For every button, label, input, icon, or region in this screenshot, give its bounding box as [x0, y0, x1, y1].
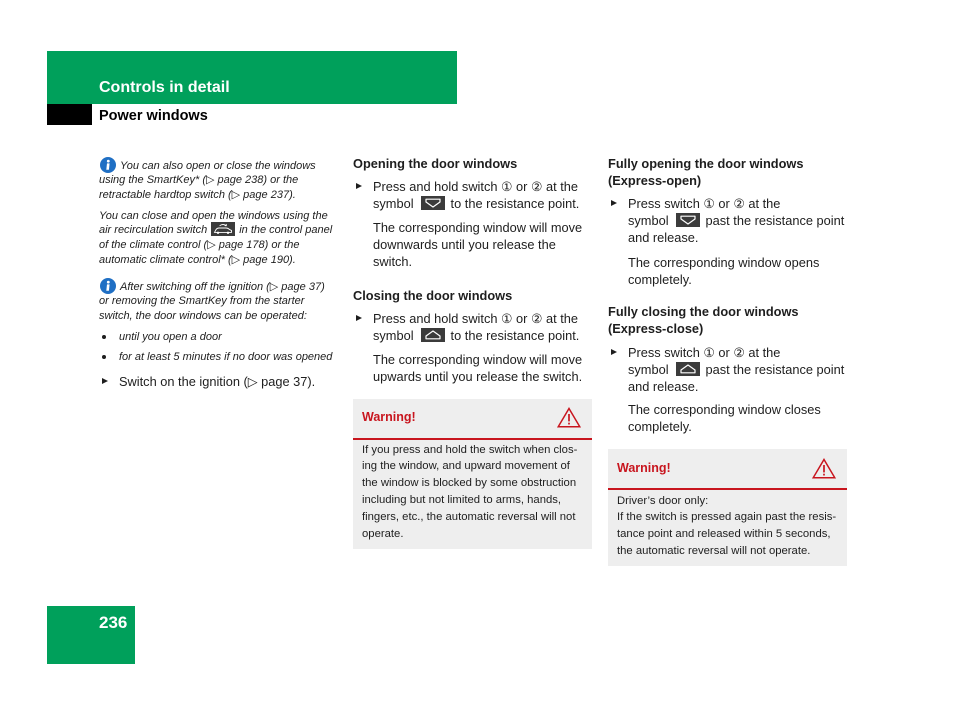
window-down-symbol-icon [421, 196, 445, 210]
warning-line: operate. [362, 527, 404, 540]
result-close-window [353, 351, 592, 385]
warning-line: fingers, etc., the automatic reversal will not [362, 510, 576, 523]
step-text: symbol [373, 327, 414, 343]
result-line: The corresponding window opens [628, 254, 820, 270]
step-text: symbol [628, 361, 669, 377]
heading-opening-door-windows [353, 155, 517, 172]
warning-triangle-icon [812, 458, 836, 479]
step-text: to the resistance point. [450, 195, 580, 211]
step-line-with-icon [628, 212, 847, 229]
note-text: air recirculation switch [99, 224, 208, 237]
heading-line: Opening the door windows [353, 155, 518, 171]
result-line: switch. [373, 253, 413, 269]
window-up-symbol-icon [421, 328, 445, 342]
warning-line: tance point and released within 5 seconds, [617, 528, 831, 541]
note-line-with-icon [99, 223, 344, 238]
step-arrow-marker [356, 315, 362, 321]
result-line: upwards until you release the switch. [373, 368, 583, 384]
bullet-marker [102, 355, 106, 359]
heading-line: (Express-open) [608, 172, 702, 188]
list-item-text: until you open a door [119, 330, 222, 343]
result-line: completely. [628, 271, 692, 287]
subsection-title: Power windows [99, 108, 208, 124]
air-recirculation-icon [211, 222, 235, 236]
page-number: 236 [99, 613, 128, 632]
warning-triangle-icon [557, 407, 581, 428]
step-switch-on-ignition [99, 373, 344, 390]
note-air-recirculation [99, 209, 344, 268]
warning-box-drivers-door [608, 449, 847, 566]
step-express-close [608, 344, 847, 395]
page-number-box [47, 606, 135, 664]
info-icon [100, 278, 116, 294]
step-arrow-marker [611, 349, 617, 355]
section-header-bar [47, 51, 457, 104]
heading-express-close [608, 303, 799, 337]
note-text: in the control panel [239, 224, 333, 237]
result-line: The corresponding window closes [628, 401, 821, 417]
step-text: symbol [628, 212, 669, 228]
step-line: Press and hold switch ① or ② at the [373, 310, 579, 326]
result-line: The corresponding window will move [373, 351, 583, 367]
step-arrow-marker [102, 378, 108, 384]
step-line: and release. [628, 378, 699, 394]
warning-line: If the switch is pressed again past the resis- [617, 511, 837, 524]
warning-line: including but not limited to arms, hands, [362, 493, 562, 506]
subsection-marker [47, 104, 92, 125]
result-express-close [608, 401, 847, 435]
step-line: Press switch ① or ② at the [628, 195, 781, 211]
note-line: After switching off the ignition (▷ page 37) [120, 280, 325, 293]
window-down-symbol-icon [676, 213, 700, 227]
warning-body [362, 442, 577, 543]
heading-express-open [608, 155, 804, 189]
info-icon [100, 157, 116, 173]
warning-divider [353, 438, 592, 440]
note-line: of the climate control (▷ page 178) or the [99, 239, 300, 252]
step-line: Press and hold switch ① or ② at the [373, 178, 579, 194]
step-close-window [353, 310, 592, 344]
result-open-window [353, 219, 592, 270]
warning-line: If you press and hold the switch when clos- [362, 443, 578, 456]
note-ignition-off [99, 280, 344, 324]
section-title: Controls in detail [99, 79, 230, 96]
note-line: using the SmartKey* (▷ page 238) or the [99, 174, 299, 187]
note-smartkey [99, 159, 344, 203]
heading-line: Closing the door windows [353, 287, 513, 303]
list-item [99, 330, 344, 345]
note-line: retractable hardtop switch (▷ page 237). [99, 189, 296, 202]
warning-divider [608, 488, 847, 490]
step-express-open [608, 195, 847, 246]
warning-title: Warning! [362, 410, 416, 424]
warning-box-obstruction [353, 399, 592, 549]
step-text: symbol [373, 195, 414, 211]
window-up-symbol-icon [676, 362, 700, 376]
warning-body [617, 493, 836, 560]
result-line: The corresponding window will move [373, 219, 583, 235]
note-line: or removing the SmartKey from the starter [99, 295, 305, 308]
step-line: Switch on the ignition (▷ page 37). [119, 373, 316, 389]
list-item-text: for at least 5 minutes if no door was opened [119, 350, 333, 363]
step-line-with-icon [628, 361, 847, 378]
warning-line: the automatic reversal will not operate. [617, 544, 811, 557]
warning-line: the window is blocked by some obstruction [362, 477, 577, 490]
step-line-with-icon [373, 327, 592, 344]
list-item [99, 350, 344, 365]
note-line: switch, the door windows can be operated: [99, 310, 307, 323]
step-arrow-marker [356, 183, 362, 189]
step-line-with-icon [373, 195, 592, 212]
heading-line: Fully closing the door windows [608, 303, 799, 319]
step-open-window [353, 178, 592, 212]
warning-line: Driver’s door only: [617, 494, 709, 507]
step-line: and release. [628, 229, 699, 245]
step-text: to the resistance point. [450, 327, 580, 343]
step-text: past the resistance point [705, 212, 845, 228]
note-line: You can close and open the windows using the [99, 209, 328, 222]
bullet-marker [102, 335, 106, 339]
warning-line: ing the window, and upward movement of [362, 460, 570, 473]
warning-title: Warning! [617, 461, 671, 475]
result-express-open [608, 254, 847, 288]
note-line: You can also open or close the windows [120, 159, 316, 172]
heading-line: Fully opening the door windows [608, 155, 804, 171]
heading-line: (Express-close) [608, 320, 704, 336]
step-text: past the resistance point [705, 361, 845, 377]
heading-closing-door-windows [353, 287, 512, 304]
note-line: automatic climate control* (▷ page 190). [99, 253, 296, 266]
result-line: downwards until you release the [373, 236, 556, 252]
step-line: Press switch ① or ② at the [628, 344, 781, 360]
step-arrow-marker [611, 200, 617, 206]
result-line: completely. [628, 418, 692, 434]
